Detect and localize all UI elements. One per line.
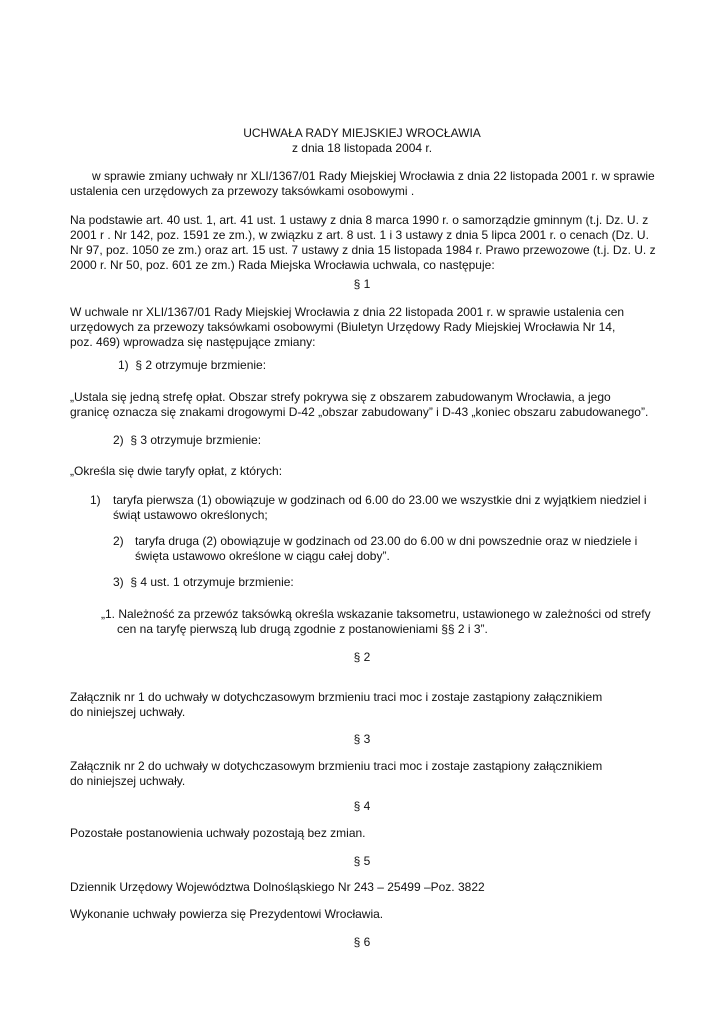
tariff-2-line-1: taryfa druga (2) obowiązuje w godzinach od 23.00 do 6.00 w dni powszednie oraz w niedziele i: [135, 534, 638, 548]
tariff-1-number: 1): [90, 493, 101, 507]
section-1-intro-line-2: urzędowych za przewozy taksówkami osobowymi (Biuletyn Urzędowy Rady Miejskiej Wrocławia Nr 14,: [70, 320, 616, 334]
quote-1-line-2: granicę oznacza się znakami drogowymi D-42 „obszar zabudowany” i D-43 „koniec obszaru zabudowanego”.: [70, 405, 649, 419]
quote-3-line-1: „1. Należność za przewóz taksówką określa wskazanie taksometru, ustawionego w zależności od strefy: [101, 607, 651, 621]
amendment-item-3: 3) § 4 ust. 1 otrzymuje brzmienie:: [113, 575, 294, 589]
quote-3-line-2: cen na taryfę pierwszą lub drugą zgodnie z postanowieniami §§ 2 i 3”.: [117, 622, 488, 636]
legal-basis-line-3: Nr 97, poz. 1050 ze zm.) oraz art. 15 ust. 7 ustawy z dnia 15 listopada 1984 r. Prawo przewozowe (t.j. Dz. U. z: [70, 243, 656, 257]
subject-line-2: ustalenia cen urzędowych za przewozy taksówkami osobowymi .: [70, 184, 415, 198]
resolution-title: UCHWAŁA RADY MIEJSKIEJ WROCŁAWIA: [243, 126, 481, 140]
tariff-2-number: 2): [113, 534, 124, 548]
legal-basis-line-4: 2000 r. Nr 50, poz. 601 ze zm.) Rada Miejska Wrocławia uchwala, co następuje:: [70, 258, 495, 272]
section-5-execution: Wykonanie uchwały powierza się Prezydentowi Wrocławia.: [70, 907, 384, 921]
amendment-item-2: 2) § 3 otrzymuje brzmienie:: [113, 433, 262, 447]
tariff-2-line-2: święta ustawowo określone w ciągu całej doby”.: [135, 549, 390, 563]
section-5-heading: § 5: [353, 854, 371, 868]
section-2-line-1: Załącznik nr 1 do uchwały w dotychczasowym brzmieniu traci moc i zostaje zastąpiony załącznikiem: [70, 690, 603, 704]
section-2-heading: § 2: [353, 650, 371, 664]
section-4-line-1: Pozostałe postanowienia uchwały pozostają bez zmian.: [70, 826, 366, 840]
quote-2-line-1: „Określa się dwie taryfy opłat, z których:: [70, 464, 283, 478]
legal-basis-line-1: Na podstawie art. 40 ust. 1, art. 41 ust. 1 ustawy z dnia 8 marca 1990 r. o samorządzie gminnym (t.j. Dz. U. z: [70, 213, 649, 227]
section-2-line-2: do niniejszej uchwały.: [70, 705, 186, 719]
tariff-1-line-1: taryfa pierwsza (1) obowiązuje w godzinach od 6.00 do 23.00 we wszystkie dni z wyjątkiem niedziel i: [113, 493, 647, 507]
section-3-heading: § 3: [353, 732, 371, 746]
section-3-line-2: do niniejszej uchwały.: [70, 774, 186, 788]
section-4-heading: § 4: [353, 799, 371, 813]
section-1-intro-line-3: poz. 469) wprowadza się następujące zmiany:: [70, 335, 316, 349]
tariff-1-line-2: świąt ustawowo określonych;: [113, 508, 268, 522]
journal-reference: Dziennik Urzędowy Województwa Dolnośląskiego Nr 243 – 25499 –Poz. 3822: [70, 880, 485, 894]
section-1-heading: § 1: [353, 277, 371, 291]
amendment-item-1: 1) § 2 otrzymuje brzmienie:: [118, 358, 267, 372]
legal-basis-line-2: 2001 r . Nr 142, poz. 1591 ze zm.), w związku z art. 8 ust. 1 i 3 ustawy z dnia 5 lipca 2001 r. o cenach (Dz. U.: [70, 228, 649, 242]
section-6-heading: § 6: [353, 935, 371, 949]
subject-line-1: w sprawie zmiany uchwały nr XLI/1367/01 Rady Miejskiej Wrocławia z dnia 22 listopada 2001 r. w sprawie: [92, 169, 655, 183]
quote-1-line-1: „Ustala się jedną strefę opłat. Obszar strefy pokrywa się z obszarem zabudowanym Wrocławia, a jego: [70, 390, 611, 404]
section-1-intro-line-1: W uchwale nr XLI/1367/01 Rady Miejskiej Wrocławia z dnia 22 listopada 2001 r. w sprawie ustalenia cen: [70, 305, 625, 319]
resolution-date: z dnia 18 listopada 2004 r.: [291, 141, 433, 155]
section-3-line-1: Załącznik nr 2 do uchwały w dotychczasowym brzmieniu traci moc i zostaje zastąpiony załącznikiem: [70, 759, 603, 773]
